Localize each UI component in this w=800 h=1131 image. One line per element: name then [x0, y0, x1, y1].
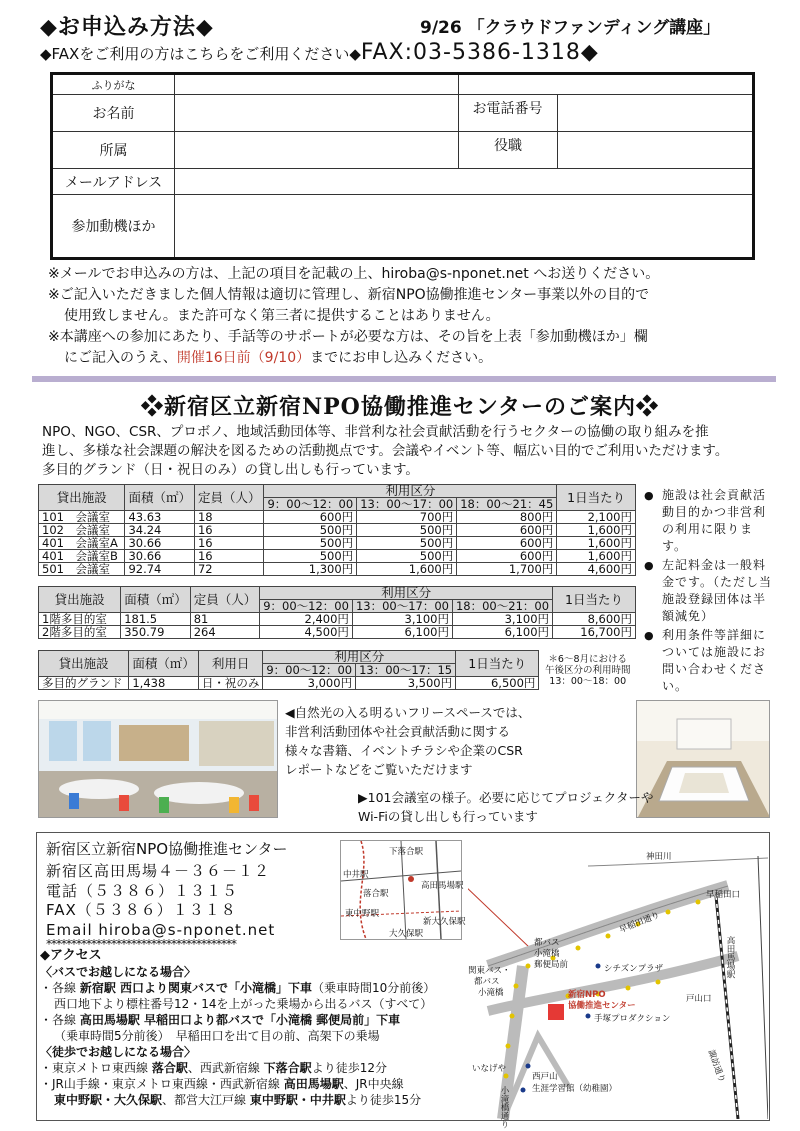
table-row: 401 会議室B 30.66 16 500円 500円 600円 1,600円 — [39, 550, 636, 563]
section-divider — [32, 376, 776, 382]
apply-method-title: ◆お申込み方法◆ — [40, 15, 214, 40]
name-label: お名前 — [53, 95, 175, 131]
phone-label: お電話番号 — [458, 95, 558, 131]
form-row-affiliation — [53, 132, 752, 169]
map-callout-line — [468, 884, 530, 948]
phone-number: 電話（５３８６）１３１５ — [46, 881, 239, 900]
usage-note: ● 施設は社会貢献活動目的かつ非営利の利用に限ります。 — [644, 487, 774, 555]
form-row-name — [53, 95, 752, 132]
overview-map: 中井駅 下落合駅 高田馬場駅 落合駅 東中野駅 大久保駅 新大久保駅 — [340, 840, 462, 940]
note-support-2: にご記入のうえ、開催16日前（9/10）までにお申し込みください。 — [64, 350, 493, 366]
form-row-furigana — [53, 75, 752, 95]
seminar-title: 9/26 「クラウドファンディング講座」 — [420, 18, 721, 38]
center-intro: NPO、NGO、CSR、プロボノ、地域活動団体等、非営利な社会貢献活動を行うセクターの協働の取り組みを推 進し、多様な社会課題の解決を図るための活動拠点です。会議やイベント等、幅広い目的でご利用いただけます。 多目的グランド（日・祝日のみ）の貸し出しも行っています。 — [42, 424, 729, 478]
note-privacy-1: ※ご記入いただきました個人情報は適切に管理し、新宿NPO協働推進センター事業以外の目的で — [48, 287, 650, 303]
star-separator: ************************************** — [46, 937, 236, 951]
affiliation-label: 所属 — [53, 132, 175, 168]
table-row: 1階多目的室 181.5 81 2,400円 3,100円 3,100円 8,600円 — [39, 613, 636, 626]
usage-note: ● 左記料金は一般料金です。（ただし当施設登録団体は半額減免） — [644, 557, 774, 625]
access-map: 神田川 早稲田口 早稲田通り 高田馬場駅 戸山口 諏訪通り 都バス 小滝橋 郵便局前 関東バス・ 都バス 小滝橋 シチズンプラザ 新宿NPO 協働推進センター 手塚プロダクション いなげや 西戸山 生涯学習館（幼稚園） 小滝橋通り — [468, 836, 768, 1119]
fax-note: ◆FAXをご利用の方はこちらをご利用ください◆ — [40, 45, 361, 63]
fax-line — [40, 40, 599, 65]
notes — [48, 264, 768, 369]
ground-summer-note: ＊6～8月における 午後区分の利用時間 13：00～18：00 — [539, 651, 636, 690]
free-space-photo — [38, 700, 278, 818]
email-address[interactable]: Email hiroba@s-nponet.net — [46, 920, 276, 939]
form-row-email — [53, 169, 752, 195]
center-location-marker — [548, 1004, 564, 1020]
meeting-room-caption: ▶101会議室の様子。必要に応じてプロジェクターや Wi-Fiの貸し出しも行っています — [358, 790, 654, 824]
note-email: ※メールでお申込みの方は、上記の項目を記載の上、hiroba@s-nponet.net へお送りください。 — [48, 266, 660, 282]
table-row: 401 会議室A 30.66 16 500円 500円 600円 1,600円 — [39, 537, 636, 550]
center-title: ❖新宿区立新宿NPO協働推進センターのご案内❖ — [141, 394, 659, 420]
note-support-1: ※本講座への参加にあたり、手話等のサポートが必要な方は、その旨を上表「参加動機ほか」欄 — [48, 329, 648, 345]
fee-table-multipurpose-rooms: 貸出施設 面積（㎡） 定員（人） 利用区分 1日当たり 9：00～12：00 13：00～17：00 18：00～21：00 1階多目的室 181.5 81 2,400円 3,100円 3,100円 8,600円 2階多目的室 350.79 264 4,500円 6,100円 6,100円 16,700円 — [38, 586, 636, 639]
access-info: ◆アクセス 〈バスでお越しになる場合〉 ・各線 新宿駅 西口より関東バスで「小滝橋」下車（乗車時間10分前後） 西口地下より標柱番号12・14を上がった乗場から出るバス（すべて） ・各線 高田馬場駅 早稲田口より都バスで「小滝橋 郵便局前」下車 （乗車時間5分前後） 早稲田口を出て目の前、高架下の乗場 〈徒歩でお越しになる場合〉 ・東京メトロ東西線 落合駅、西武新宿線 下落合駅より徒歩12分 ・JR山手線・東京メトロ東西線・西武新宿線 高田馬場駅、JR中央線 東中野駅・大久保駅、都営大江戸線 東中野駅・中井駅より徒歩15分 — [40, 948, 465, 1108]
center-name: 新宿区立新宿NPO協働推進センター — [46, 840, 288, 858]
table-row: 102 会議室 34.24 16 500円 500円 600円 1,600円 — [39, 524, 636, 537]
walk-heading: 〈徒歩でお越しになる場合〉 — [40, 1045, 197, 1059]
address: 新宿区高田馬場４－３６－１２ — [46, 862, 271, 880]
usage-notes — [644, 487, 774, 697]
motive-label: 参加動機ほか — [53, 195, 175, 257]
furigana-label: ふりがな — [53, 75, 175, 94]
email-label: メールアドレス — [53, 169, 175, 194]
position-label: 役職 — [458, 132, 558, 168]
form-row-motive — [53, 195, 752, 257]
bus-heading: 〈バスでお越しになる場合〉 — [40, 965, 197, 979]
fax-number: FAX:03-5386-1318◆ — [360, 40, 599, 65]
table-row: 501 会議室 92.74 72 1,300円 1,600円 1,700円 4,600円 — [39, 563, 636, 576]
fax-number-contact: FAX（５３８６）１３１８ — [46, 901, 237, 919]
fee-table-ground: 貸出施設 面積（㎡） 利用日 利用区分 1日当たり ＊6～8月における 午後区分の利用時間 13：00～18：00 9：00～12：00 13：00～17：15 多目的グランド 1,438 日・祝のみ 3,000円 3,500円 6,500円 — [38, 650, 636, 690]
contact-details — [46, 862, 275, 940]
deadline: 開催16日前（9/10） — [176, 350, 311, 366]
note-privacy-2: 使用致しません。また許可なく第三者に提供することはありません。 — [64, 308, 500, 324]
access-title: ◆アクセス — [40, 948, 102, 963]
table-row: 101 会議室 43.63 18 600円 700円 800円 2,100円 — [39, 511, 636, 524]
meeting-room-photo — [636, 700, 770, 818]
usage-note: ● 利用条件等詳細については施設にお問い合わせください。 — [644, 627, 774, 695]
free-space-caption: ◀自然光の入る明るいフリースペースでは、 非営利活動団体や社会貢献活動に関する 様々な書籍、イベントチラシや企業のCSR レポートなどをご覧いただけます — [285, 705, 531, 777]
application-form — [50, 72, 755, 260]
fee-table-meeting-rooms: 貸出施設 面積（㎡） 定員（人） 利用区分 1日当たり 9：00～12：00 13：00～17：00 18：00～21：45 101 会議室 43.63 18 600円 700円 800円 2,100円 102 会議室 34.24 16 500円 500円 600円 1,600円 401 会議室A 30.66 16 500円 500円 600円 1,600円 401 会議室B 30.66 16 500円 500円 600円 1,600円 501 会議室 92.74 72 1,300円 1,600円 1,700円 4,600円 — [38, 484, 636, 576]
table-row: 2階多目的室 350.79 264 4,500円 6,100円 6,100円 16,700円 — [39, 626, 636, 639]
